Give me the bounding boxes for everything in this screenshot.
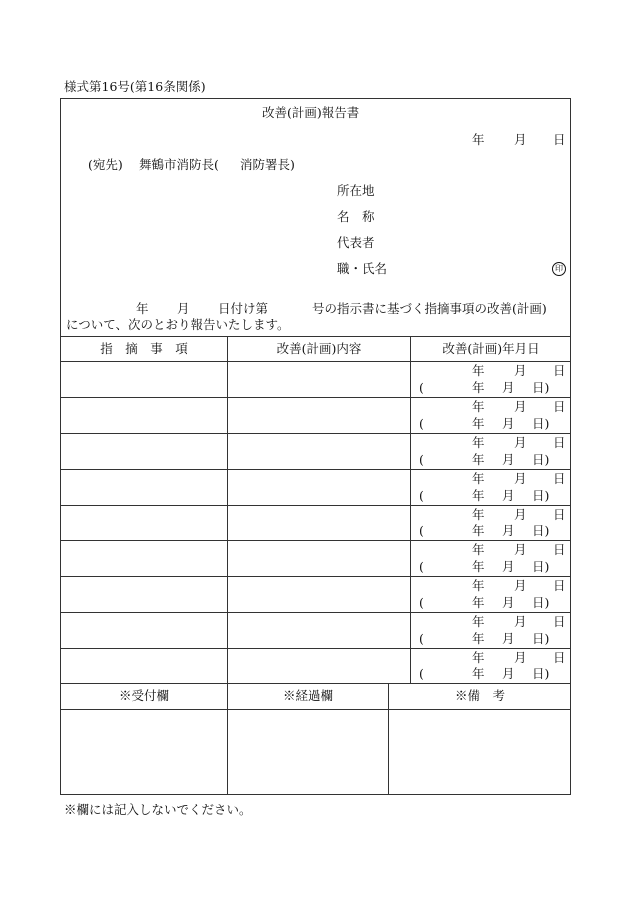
actual-open-paren: ( — [419, 380, 424, 395]
actual-month: 月 — [502, 488, 515, 503]
planned-day: 日 — [553, 650, 566, 665]
actual-month: 月 — [502, 666, 515, 681]
row-border — [60, 397, 571, 398]
actual-month: 月 — [502, 380, 515, 395]
document-title: 改善(計画)報告書 — [262, 105, 360, 120]
planned-month: 月 — [514, 363, 527, 378]
addressee-label: (宛先) — [88, 157, 123, 172]
planned-day: 日 — [553, 614, 566, 629]
actual-year: 年 — [472, 666, 485, 681]
planned-month: 月 — [514, 542, 527, 557]
row-border — [60, 505, 571, 506]
actual-open-paren: ( — [419, 523, 424, 538]
planned-day: 日 — [553, 399, 566, 414]
planned-month: 月 — [514, 614, 527, 629]
actual-day: 日) — [532, 559, 550, 574]
planned-day: 日 — [553, 363, 566, 378]
planned-day: 日 — [553, 471, 566, 486]
actual-day: 日) — [532, 631, 550, 646]
actual-month: 月 — [502, 631, 515, 646]
header-remarks: ※備 考 — [454, 688, 505, 703]
actual-year: 年 — [472, 559, 485, 574]
actual-day: 日) — [532, 452, 550, 467]
planned-day: 日 — [553, 507, 566, 522]
form-label: 様式第16号(第16条関係) — [64, 79, 206, 94]
header-progress: ※経過欄 — [282, 688, 333, 703]
header-reception: ※受付欄 — [118, 688, 169, 703]
addressee-name: 舞鶴市消防長( — [139, 157, 219, 172]
planned-year: 年 — [472, 363, 485, 378]
planned-day: 日 — [553, 435, 566, 450]
actual-open-paren: ( — [419, 488, 424, 503]
actual-day: 日) — [532, 523, 550, 538]
row-border — [60, 469, 571, 470]
row-border — [60, 433, 571, 434]
planned-month: 月 — [514, 399, 527, 414]
intro-month: 月 — [177, 301, 190, 316]
actual-year: 年 — [472, 631, 485, 646]
planned-month: 月 — [514, 650, 527, 665]
actual-day: 日) — [532, 595, 550, 610]
footnote: ※欄には記入しないでください。 — [64, 802, 252, 817]
actual-open-paren: ( — [419, 416, 424, 431]
actual-month: 月 — [502, 452, 515, 467]
actual-year: 年 — [472, 416, 485, 431]
planned-month: 月 — [514, 578, 527, 593]
actual-month: 月 — [502, 559, 515, 574]
reception-cell[interactable] — [61, 710, 227, 795]
intro-day-number: 日付け第 — [218, 301, 269, 316]
planned-day: 日 — [553, 542, 566, 557]
planned-year: 年 — [472, 650, 485, 665]
planned-month: 月 — [514, 435, 527, 450]
intro-line2: について、次のとおり報告いたします。 — [66, 317, 290, 332]
actual-day: 日) — [532, 488, 550, 503]
row-border — [60, 648, 571, 649]
applicant-name-label: 名 称 — [337, 209, 375, 224]
actual-open-paren: ( — [419, 631, 424, 646]
actual-day: 日) — [532, 416, 550, 431]
remarks-cell[interactable] — [389, 710, 571, 795]
applicant-representative-label: 代表者 — [337, 235, 375, 250]
applicant-title-name-label: 職・氏名 — [337, 261, 388, 276]
planned-year: 年 — [472, 614, 485, 629]
planned-month: 月 — [514, 507, 527, 522]
planned-year: 年 — [472, 435, 485, 450]
intro-rest: 号の指示書に基づく指摘事項の改善(計画) — [312, 301, 547, 316]
report-date-month: 月 — [514, 132, 527, 147]
planned-year: 年 — [472, 507, 485, 522]
intro-year: 年 — [136, 301, 149, 316]
table-header-border — [60, 361, 571, 362]
planned-year: 年 — [472, 399, 485, 414]
column-divider — [410, 336, 411, 683]
header-improvement-content: 改善(計画)内容 — [276, 341, 362, 356]
actual-open-paren: ( — [419, 559, 424, 574]
actual-month: 月 — [502, 595, 515, 610]
planned-day: 日 — [553, 578, 566, 593]
actual-year: 年 — [472, 523, 485, 538]
report-date-year: 年 — [472, 132, 485, 147]
planned-year: 年 — [472, 578, 485, 593]
addressee-name-alt: 消防署長) — [240, 157, 295, 172]
actual-year: 年 — [472, 380, 485, 395]
table-bottom-border — [60, 683, 571, 684]
actual-year: 年 — [472, 452, 485, 467]
header-improvement-date: 改善(計画)年月日 — [442, 341, 540, 356]
actual-month: 月 — [502, 523, 515, 538]
table-top-border — [60, 336, 571, 337]
row-border — [60, 576, 571, 577]
actual-open-paren: ( — [419, 595, 424, 610]
applicant-address-label: 所在地 — [337, 183, 375, 198]
seal-icon: 印 — [552, 262, 566, 276]
actual-month: 月 — [502, 416, 515, 431]
planned-year: 年 — [472, 471, 485, 486]
row-border — [60, 612, 571, 613]
planned-month: 月 — [514, 471, 527, 486]
column-divider — [227, 336, 228, 683]
row-border — [60, 540, 571, 541]
actual-day: 日) — [532, 666, 550, 681]
header-findings: 指 摘 事 項 — [100, 341, 188, 356]
report-date-day: 日 — [553, 132, 566, 147]
actual-year: 年 — [472, 488, 485, 503]
actual-open-paren: ( — [419, 452, 424, 467]
actual-year: 年 — [472, 595, 485, 610]
actual-day: 日) — [532, 380, 550, 395]
actual-open-paren: ( — [419, 666, 424, 681]
planned-year: 年 — [472, 542, 485, 557]
progress-cell[interactable] — [228, 710, 388, 795]
